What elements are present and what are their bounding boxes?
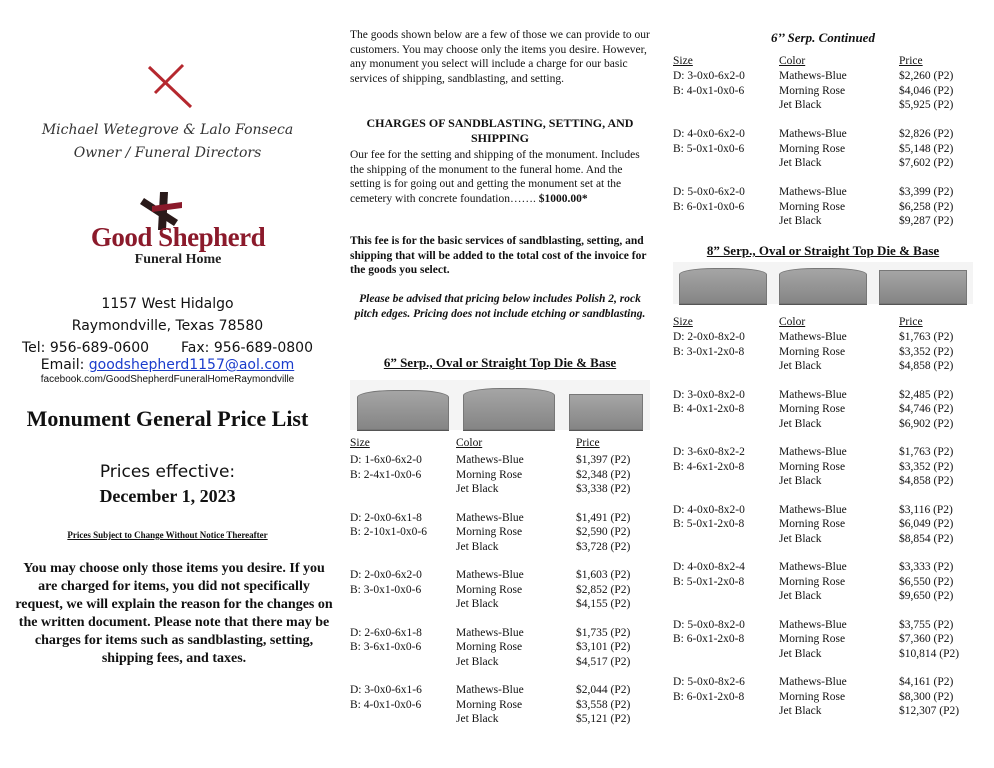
color-name: Jet Black [779, 215, 822, 227]
color-name: Jet Black [779, 360, 822, 372]
intro-paragraph: The goods shown below are a few of those we can provide to our customers. You may choose only the items you desire. However, any monument you select will include a charge for our basic services of shipping, sandblasting, and setting. [350, 29, 650, 85]
oval-top-stone [779, 268, 867, 304]
price-value: $3,333 (P2) [899, 561, 954, 573]
charges-heading: CHARGES OF SANDBLASTING, SETTING, AND SHIPPING [366, 116, 634, 145]
header-price: Price [899, 316, 923, 328]
price-value: $4,517 (P2) [576, 655, 631, 668]
color-name: Mathews-Blue [779, 186, 847, 198]
color-name: Jet Black [779, 475, 822, 487]
color-name: Mathews-Blue [779, 618, 847, 631]
header-size: Size [673, 316, 693, 328]
charges-text: Our fee for the setting and shipping of the monument. Includes the shipping of the monument to the funeral home. And the setting is for going out and getting the monument set at the cemetery with concrete foundation……. [350, 149, 640, 205]
price-value: $6,258 (P2) [899, 200, 954, 213]
price-value: $1,735 (P2) [576, 626, 631, 639]
die-size: D: 5-0x0-8x2-6 [673, 676, 745, 688]
color-name: Mathews-Blue [779, 128, 847, 140]
price-value: $3,338 (P2) [576, 483, 631, 495]
base-size: B: 3-0x1-0x0-6 [350, 583, 422, 596]
color-name: Mathews-Blue [456, 626, 524, 639]
color-name: Morning Rose [779, 518, 846, 530]
owners-names: Michael Wetegrove & Lalo Fonseca [41, 122, 294, 138]
color-name: Jet Black [456, 655, 499, 668]
price-value: $12,307 (P2) [899, 705, 960, 717]
color-name: Jet Black [456, 540, 499, 553]
die-size: D: 1-6x0-6x2-0 [350, 454, 422, 466]
color-name: Morning Rose [779, 345, 846, 358]
charges-paragraph [350, 148, 650, 206]
base-size: B: 6-0x1-2x0-8 [673, 690, 745, 703]
color-name: Morning Rose [779, 200, 846, 213]
phone-fax-line [0, 340, 335, 356]
color-name: Jet Black [456, 483, 499, 495]
color-name: Jet Black [779, 647, 822, 660]
base-size: B: 5-0x1-2x0-8 [673, 575, 745, 588]
color-name: Mathews-Blue [779, 676, 847, 688]
color-name: Jet Black [456, 713, 499, 725]
color-name: Morning Rose [456, 641, 523, 653]
price-value: $6,902 (P2) [899, 417, 954, 430]
price-value: $5,925 (P2) [899, 99, 954, 111]
color-name: Morning Rose [779, 575, 846, 588]
base-size: B: 2-10x1-0x0-6 [350, 526, 427, 538]
die-size: D: 3-6x0-8x2-2 [673, 446, 745, 458]
color-name: Jet Black [779, 99, 822, 111]
price-value: $3,558 (P2) [576, 698, 631, 711]
price-value: $3,352 (P2) [899, 345, 954, 358]
price-value: $4,155 (P2) [576, 598, 631, 610]
color-name: Morning Rose [456, 698, 523, 711]
price-value: $2,044 (P2) [576, 684, 631, 696]
price-value: $4,161 (P2) [899, 676, 954, 688]
fax-number: Fax: 956-689-0800 [181, 340, 313, 356]
price-value: $3,352 (P2) [899, 460, 954, 473]
color-name: Morning Rose [779, 690, 846, 703]
price-value: $8,854 (P2) [899, 532, 954, 545]
color-name: Jet Black [779, 705, 822, 717]
base-size: B: 5-0x1-2x0-8 [673, 518, 745, 530]
base-size: B: 2-4x1-0x0-6 [350, 468, 422, 481]
street-address: 1157 West Hidalgo [101, 296, 234, 312]
color-name: Morning Rose [456, 468, 523, 481]
header-color: Color [779, 316, 806, 328]
base-size: B: 6-0x1-0x0-6 [673, 200, 745, 213]
base-size: B: 6-0x1-2x0-8 [673, 633, 745, 645]
price-value: $9,650 (P2) [899, 590, 954, 602]
die-size: D: 3-0x0-8x2-0 [673, 388, 745, 401]
price-value: $8,300 (P2) [899, 690, 954, 703]
subject-notice: Prices Subject to Change Without Notice Thereafter [67, 530, 268, 540]
color-name: Mathews-Blue [779, 331, 847, 343]
price-value: $4,746 (P2) [899, 403, 954, 415]
price-value: $2,852 (P2) [576, 583, 631, 596]
header-size: Size [673, 55, 693, 67]
price-value: $1,603 (P2) [576, 569, 631, 581]
die-size: D: 3-0x0-6x1-6 [350, 684, 422, 696]
effective-label: Prices effective: [99, 462, 236, 482]
price-value: $1,763 (P2) [899, 331, 954, 343]
color-name: Morning Rose [779, 403, 846, 415]
oval-top-stone [463, 388, 555, 430]
page-title: Monument General Price List [26, 406, 309, 431]
color-name: Morning Rose [779, 633, 846, 645]
phone-number: Tel: 956-689-0600 [21, 340, 150, 356]
straight-top-stone [879, 270, 967, 304]
price-value: $10,814 (P2) [899, 647, 960, 660]
effective-date: December 1, 2023 [99, 486, 236, 506]
choose-notice: You may choose only those items you desire. If you are charged for items, you did not specifically request, we will explain the reason for the changes on the written document. Please note that there may be charges for items such as sandblasting, setting, shipping fees, and taxes. [15, 561, 333, 666]
die-size: D: 2-0x0-6x1-8 [350, 511, 422, 524]
email-label: Email: [40, 357, 89, 373]
funeral-home-logo [78, 190, 278, 270]
color-name: Mathews-Blue [779, 503, 847, 516]
die-size: D: 5-0x0-6x2-0 [673, 186, 745, 198]
facebook-url: facebook.com/GoodShepherdFuneralHomeRaymondville [40, 374, 295, 385]
price-value: $4,046 (P2) [899, 84, 954, 97]
color-name: Morning Rose [779, 84, 846, 97]
section-8-title: 8” Serp., Oval or Straight Top Die & Base [706, 243, 940, 258]
serp-top-stone [679, 268, 767, 304]
charges-fee: $1000.00* [538, 192, 588, 205]
price-value: $2,826 (P2) [899, 128, 954, 140]
price-value: $1,491 (P2) [576, 511, 631, 524]
price-value: $7,360 (P2) [899, 633, 954, 645]
die-size: D: 2-6x0-6x1-8 [350, 626, 422, 639]
email-link[interactable]: goodshepherd1157@aol.com [88, 357, 295, 373]
base-size: B: 3-0x1-2x0-8 [673, 345, 745, 358]
price-value: $4,858 (P2) [899, 360, 954, 372]
price-value: $3,728 (P2) [576, 540, 631, 553]
price-value: $2,590 (P2) [576, 526, 631, 538]
price-value: $6,049 (P2) [899, 518, 954, 530]
color-name: Mathews-Blue [779, 446, 847, 458]
price-value: $3,755 (P2) [899, 618, 954, 631]
base-size: B: 5-0x1-0x0-6 [673, 142, 745, 155]
color-name: Morning Rose [456, 526, 523, 538]
die-size: D: 4-0x0-8x2-0 [673, 503, 745, 516]
price-value: $7,602 (P2) [899, 157, 954, 169]
pricing-note: Please be advised that pricing below includes Polish 2, rock pitch edges. Pricing does not include etching or sandblasting. [354, 293, 646, 320]
header-size: Size [350, 437, 370, 449]
fee-note: This fee is for the basic services of sandblasting, setting, and shipping that will be added to the total cost of the invoice for the goods you select. [350, 235, 647, 276]
color-name: Morning Rose [456, 583, 523, 596]
price-value: $3,101 (P2) [576, 641, 631, 653]
price-value: $2,260 (P2) [899, 70, 954, 82]
price-value: $2,348 (P2) [576, 468, 631, 481]
price-value: $1,397 (P2) [576, 454, 631, 466]
base-size: B: 4-6x1-2x0-8 [673, 460, 745, 473]
color-name: Mathews-Blue [456, 511, 524, 524]
header-color: Color [779, 55, 806, 67]
section-8-image [673, 262, 973, 304]
price-value: $1,763 (P2) [899, 446, 954, 458]
color-name: Jet Black [779, 590, 822, 602]
color-name: Jet Black [779, 157, 822, 169]
logo-name: Good Shepherd [90, 222, 266, 252]
email-line [0, 357, 335, 373]
price-value: $5,121 (P2) [576, 713, 631, 725]
header-color: Color [456, 437, 483, 449]
header-price: Price [899, 55, 923, 67]
price-value: $3,116 (P2) [899, 503, 953, 516]
price-value: $4,858 (P2) [899, 475, 954, 487]
die-size: D: 2-0x0-8x2-0 [673, 331, 745, 343]
color-name: Mathews-Blue [456, 569, 524, 581]
section-6-title: 6” Serp., Oval or Straight Top Die & Base [383, 355, 617, 370]
section-6-image [350, 380, 650, 430]
color-name: Morning Rose [779, 460, 846, 473]
color-name: Mathews-Blue [779, 561, 847, 573]
die-size: D: 5-0x0-8x2-0 [673, 618, 745, 631]
color-name: Jet Black [456, 598, 499, 610]
color-name: Morning Rose [779, 142, 846, 155]
color-name: Mathews-Blue [779, 70, 847, 82]
color-name: Mathews-Blue [779, 388, 847, 401]
price-value: $9,287 (P2) [899, 215, 954, 227]
color-name: Mathews-Blue [456, 454, 524, 466]
cross-icon [145, 63, 195, 111]
base-size: B: 4-0x1-2x0-8 [673, 403, 745, 415]
owners-title: Owner / Funeral Directors [73, 145, 262, 161]
die-size: D: 2-0x0-6x2-0 [350, 569, 422, 581]
straight-top-stone [569, 394, 643, 430]
serp-top-stone [357, 390, 449, 430]
color-name: Mathews-Blue [456, 684, 524, 696]
price-value: $6,550 (P2) [899, 575, 954, 588]
die-size: D: 3-0x0-6x2-0 [673, 70, 745, 82]
color-name: Jet Black [779, 532, 822, 545]
price-value: $3,399 (P2) [899, 186, 954, 198]
base-size: B: 4-0x1-0x0-6 [673, 84, 745, 97]
base-size: B: 3-6x1-0x0-6 [350, 641, 422, 653]
logo-subtitle: Funeral Home [134, 252, 222, 267]
die-size: D: 4-0x0-8x2-4 [673, 561, 745, 573]
price-value: $5,148 (P2) [899, 142, 954, 155]
price-value: $2,485 (P2) [899, 388, 954, 401]
header-price: Price [576, 437, 600, 449]
section-6-continued-title: 6’’ Serp. Continued [771, 30, 875, 45]
die-size: D: 4-0x0-6x2-0 [673, 128, 745, 140]
base-size: B: 4-0x1-0x0-6 [350, 698, 422, 711]
city-address: Raymondville, Texas 78580 [71, 318, 264, 334]
color-name: Jet Black [779, 417, 822, 430]
